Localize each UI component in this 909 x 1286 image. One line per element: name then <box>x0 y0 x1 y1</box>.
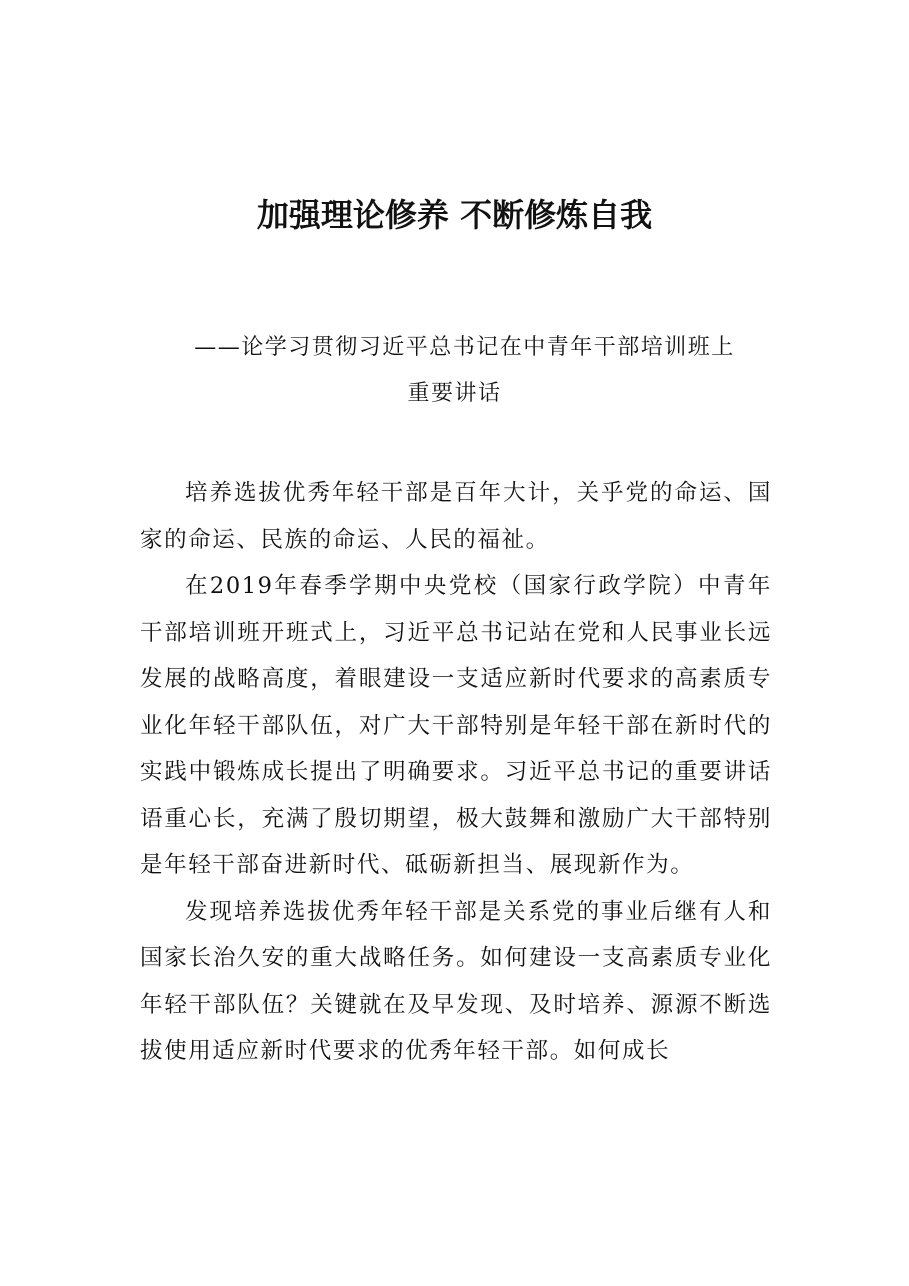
document-subtitle-line-2: 重要讲话 <box>407 381 502 406</box>
paragraph-3: 发现培养选拔优秀年轻干部是关系党的事业后继有人和国家长治久安的重大战略任务。如何建设一支高素质专业化年轻干部队伍？关键就在及早发现、及时培养、源源不断选拔使用适应新时代要求的优秀年轻干部。如何成长 <box>140 898 772 1064</box>
document-subtitle-line-1: ——论学习贯彻习近平总书记在中青年干部培训班上 <box>194 335 735 360</box>
paragraph-2: 在2019年春季学期中央党校（国家行政学院）中青年干部培训班开班式上，习近平总书记站在党和人民事业长远发展的战略高度，着眼建设一支适应新时代要求的高素质专业化年轻干部队伍，对广大干部特别是年轻干部在新时代的实践中锻炼成长提出了明确要求。习近平总书记的重要讲话语重心长，充满了殷切期望，极大鼓舞和激励广大干部特别是年轻干部奋进新时代、砥砺新担当、展现新作为。 <box>140 573 772 878</box>
document-title: 加强理论修养 不断修炼自我 <box>256 196 653 234</box>
document-body <box>140 470 772 1075</box>
paragraph-1: 培养选拔优秀年轻干部是百年大计，关乎党的命运、国家的命运、民族的命运、人民的福祉。 <box>140 480 772 553</box>
